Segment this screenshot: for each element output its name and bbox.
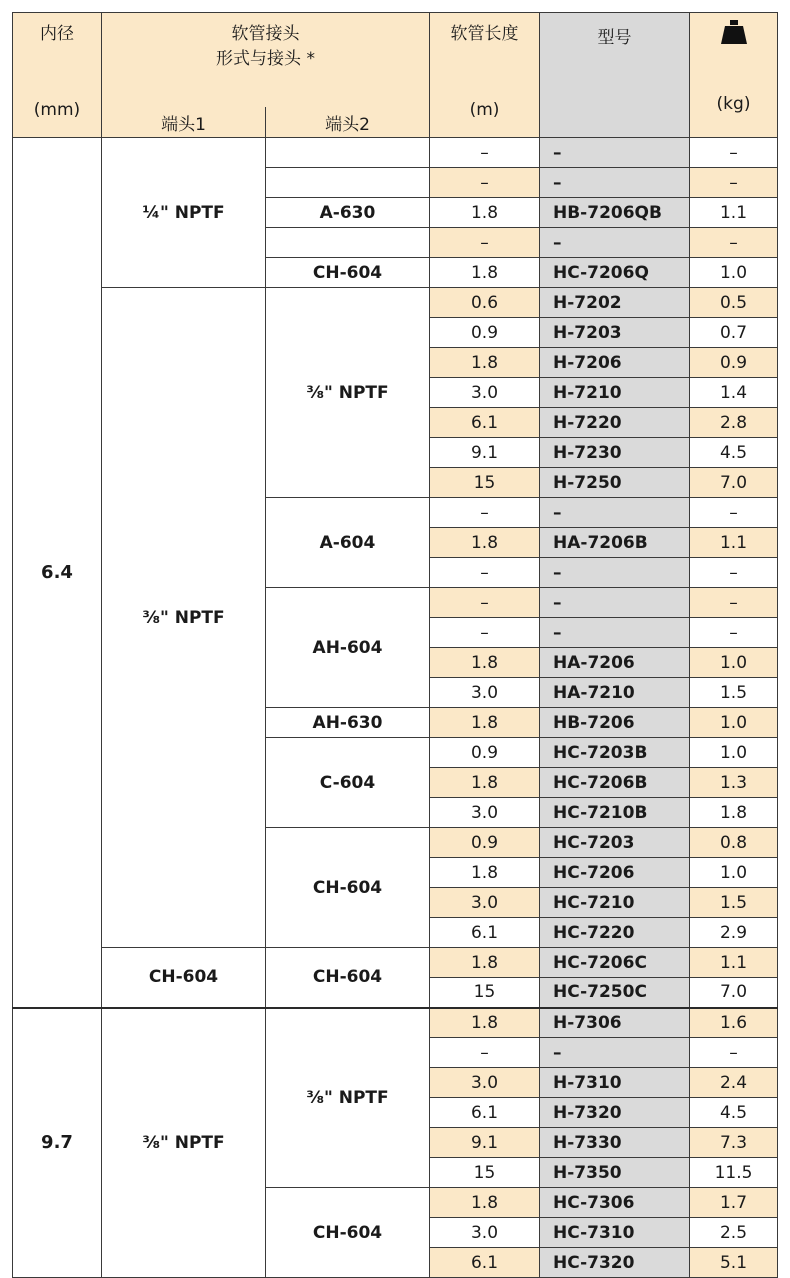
- length-cell: 6.1: [430, 1248, 540, 1278]
- length-cell: 9.1: [430, 438, 540, 468]
- model-cell: HC-7320: [540, 1248, 690, 1278]
- weight-cell: 0.9: [690, 348, 778, 378]
- length-cell: 0.9: [430, 828, 540, 858]
- model-cell: HC-7206B: [540, 768, 690, 798]
- weight-cell: 1.0: [690, 258, 778, 288]
- end2-cell: [266, 138, 430, 168]
- length-cell: –: [430, 618, 540, 648]
- weight-cell: 4.5: [690, 1098, 778, 1128]
- model-cell: HC-7210: [540, 888, 690, 918]
- length-cell: –: [430, 138, 540, 168]
- model-cell: HA-7206B: [540, 528, 690, 558]
- length-cell: 1.8: [430, 348, 540, 378]
- weight-cell: 1.4: [690, 378, 778, 408]
- end2-cell: [266, 228, 430, 258]
- length-cell: 6.1: [430, 408, 540, 438]
- length-cell: 1.8: [430, 258, 540, 288]
- length-cell: –: [430, 1038, 540, 1068]
- end2-cell: CH-604: [266, 828, 430, 948]
- weight-cell: –: [690, 138, 778, 168]
- length-cell: 1.8: [430, 198, 540, 228]
- table-row: [13, 948, 778, 978]
- weight-cell: 1.1: [690, 948, 778, 978]
- end1-cell: ¼" NPTF: [102, 138, 266, 288]
- end2-cell: A-604: [266, 498, 430, 588]
- end2-cell: A-630: [266, 198, 430, 228]
- model-cell: H-7203: [540, 318, 690, 348]
- weight-cell: 1.0: [690, 738, 778, 768]
- model-cell: –: [540, 558, 690, 588]
- model-cell: H-7306: [540, 1008, 690, 1038]
- weight-cell: 1.7: [690, 1188, 778, 1218]
- model-cell: HC-7310: [540, 1218, 690, 1248]
- length-cell: 1.8: [430, 768, 540, 798]
- model-cell: –: [540, 498, 690, 528]
- model-cell: HB-7206QB: [540, 198, 690, 228]
- inner-diameter-cell: 9.7: [13, 1008, 102, 1278]
- model-cell: H-7210: [540, 378, 690, 408]
- weight-cell: 0.5: [690, 288, 778, 318]
- model-cell: –: [540, 1038, 690, 1068]
- weight-cell: –: [690, 498, 778, 528]
- model-cell: HC-7206: [540, 858, 690, 888]
- weight-cell: –: [690, 1038, 778, 1068]
- model-cell: HC-7306: [540, 1188, 690, 1218]
- model-cell: H-7350: [540, 1158, 690, 1188]
- model-cell: –: [540, 588, 690, 618]
- table-body: [13, 138, 778, 1278]
- weight-cell: 7.0: [690, 468, 778, 498]
- weight-cell: –: [690, 618, 778, 648]
- length-cell: 15: [430, 468, 540, 498]
- length-cell: 0.9: [430, 318, 540, 348]
- header-id-label: 内径: [40, 24, 74, 44]
- header-end1: 端头1: [102, 107, 266, 138]
- hose-spec-table: [12, 12, 778, 1278]
- weight-cell: 1.5: [690, 678, 778, 708]
- length-cell: 6.1: [430, 1098, 540, 1128]
- weight-cell: 1.1: [690, 528, 778, 558]
- weight-cell: 1.0: [690, 708, 778, 738]
- length-cell: 1.8: [430, 948, 540, 978]
- model-cell: HC-7206C: [540, 948, 690, 978]
- model-cell: HA-7206: [540, 648, 690, 678]
- length-cell: 3.0: [430, 678, 540, 708]
- model-cell: HC-7206Q: [540, 258, 690, 288]
- weight-cell: –: [690, 168, 778, 198]
- model-cell: H-7206: [540, 348, 690, 378]
- length-cell: 3.0: [430, 378, 540, 408]
- inner-diameter-cell: 6.4: [13, 138, 102, 1008]
- end2-cell: AH-604: [266, 588, 430, 708]
- end1-cell: CH-604: [102, 948, 266, 1008]
- model-cell: H-7250: [540, 468, 690, 498]
- table-row: [13, 288, 778, 318]
- length-cell: 3.0: [430, 888, 540, 918]
- table-header: [13, 13, 778, 138]
- end2-cell: CH-604: [266, 1188, 430, 1278]
- header-weight-unit: (kg): [716, 94, 751, 114]
- header-model: [540, 13, 690, 138]
- model-cell: H-7330: [540, 1128, 690, 1158]
- header-model-label: 型号: [597, 28, 632, 48]
- weight-cell: 2.4: [690, 1068, 778, 1098]
- header-weight: [690, 13, 778, 138]
- length-cell: 1.8: [430, 648, 540, 678]
- table-row: [13, 138, 778, 168]
- length-cell: 3.0: [430, 798, 540, 828]
- weight-cell: 0.8: [690, 828, 778, 858]
- end1-cell: ⅜" NPTF: [102, 288, 266, 948]
- weight-cell: 1.0: [690, 648, 778, 678]
- model-cell: HC-7203B: [540, 738, 690, 768]
- model-cell: HA-7210: [540, 678, 690, 708]
- model-cell: H-7220: [540, 408, 690, 438]
- length-cell: –: [430, 498, 540, 528]
- length-cell: 1.8: [430, 708, 540, 738]
- model-cell: HC-7250C: [540, 978, 690, 1008]
- weight-icon: [690, 19, 777, 50]
- weight-cell: 2.8: [690, 408, 778, 438]
- length-cell: 1.8: [430, 528, 540, 558]
- weight-cell: 1.8: [690, 798, 778, 828]
- weight-cell: 2.5: [690, 1218, 778, 1248]
- header-fitting-line1: 软管接头: [231, 24, 300, 44]
- weight-cell: 1.1: [690, 198, 778, 228]
- end1-cell: ⅜" NPTF: [102, 1008, 266, 1278]
- length-cell: 0.6: [430, 288, 540, 318]
- end2-cell: C-604: [266, 738, 430, 828]
- end2-cell: CH-604: [266, 948, 430, 1008]
- weight-cell: 7.0: [690, 978, 778, 1008]
- model-cell: HC-7203: [540, 828, 690, 858]
- weight-cell: –: [690, 228, 778, 258]
- model-cell: HB-7206: [540, 708, 690, 738]
- length-cell: 1.8: [430, 1188, 540, 1218]
- header-fitting-line2: 形式与接头 *: [216, 49, 315, 69]
- header-end2: 端头2: [266, 107, 430, 138]
- weight-cell: 4.5: [690, 438, 778, 468]
- length-cell: 3.0: [430, 1068, 540, 1098]
- weight-cell: 2.9: [690, 918, 778, 948]
- model-cell: H-7202: [540, 288, 690, 318]
- weight-cell: –: [690, 558, 778, 588]
- weight-cell: 1.5: [690, 888, 778, 918]
- model-cell: –: [540, 168, 690, 198]
- length-cell: 6.1: [430, 918, 540, 948]
- weight-cell: 1.6: [690, 1008, 778, 1038]
- header-length-unit: (m): [469, 100, 500, 120]
- length-cell: 0.9: [430, 738, 540, 768]
- length-cell: 3.0: [430, 1218, 540, 1248]
- model-cell: HC-7210B: [540, 798, 690, 828]
- model-cell: –: [540, 618, 690, 648]
- weight-cell: 5.1: [690, 1248, 778, 1278]
- model-cell: H-7230: [540, 438, 690, 468]
- header-id-unit: (mm): [33, 100, 81, 120]
- model-cell: –: [540, 138, 690, 168]
- weight-cell: 1.0: [690, 858, 778, 888]
- model-cell: –: [540, 228, 690, 258]
- model-cell: HC-7220: [540, 918, 690, 948]
- length-cell: –: [430, 228, 540, 258]
- weight-cell: 11.5: [690, 1158, 778, 1188]
- weight-cell: 1.3: [690, 768, 778, 798]
- end2-cell: [266, 168, 430, 198]
- length-cell: 1.8: [430, 1008, 540, 1038]
- end2-cell: ⅜" NPTF: [266, 288, 430, 498]
- length-cell: 9.1: [430, 1128, 540, 1158]
- table-row: [13, 1008, 778, 1038]
- header-fitting: [102, 13, 430, 108]
- length-cell: –: [430, 168, 540, 198]
- length-cell: –: [430, 588, 540, 618]
- model-cell: H-7310: [540, 1068, 690, 1098]
- length-cell: 15: [430, 978, 540, 1008]
- length-cell: 1.8: [430, 858, 540, 888]
- header-inner-diameter: [13, 13, 102, 138]
- header-length: [430, 13, 540, 138]
- length-cell: –: [430, 558, 540, 588]
- end2-cell: CH-604: [266, 258, 430, 288]
- end2-cell: AH-630: [266, 708, 430, 738]
- weight-cell: –: [690, 588, 778, 618]
- weight-cell: 0.7: [690, 318, 778, 348]
- header-length-label: 软管长度: [450, 24, 519, 44]
- weight-cell: 7.3: [690, 1128, 778, 1158]
- end2-cell: ⅜" NPTF: [266, 1008, 430, 1188]
- model-cell: H-7320: [540, 1098, 690, 1128]
- length-cell: 15: [430, 1158, 540, 1188]
